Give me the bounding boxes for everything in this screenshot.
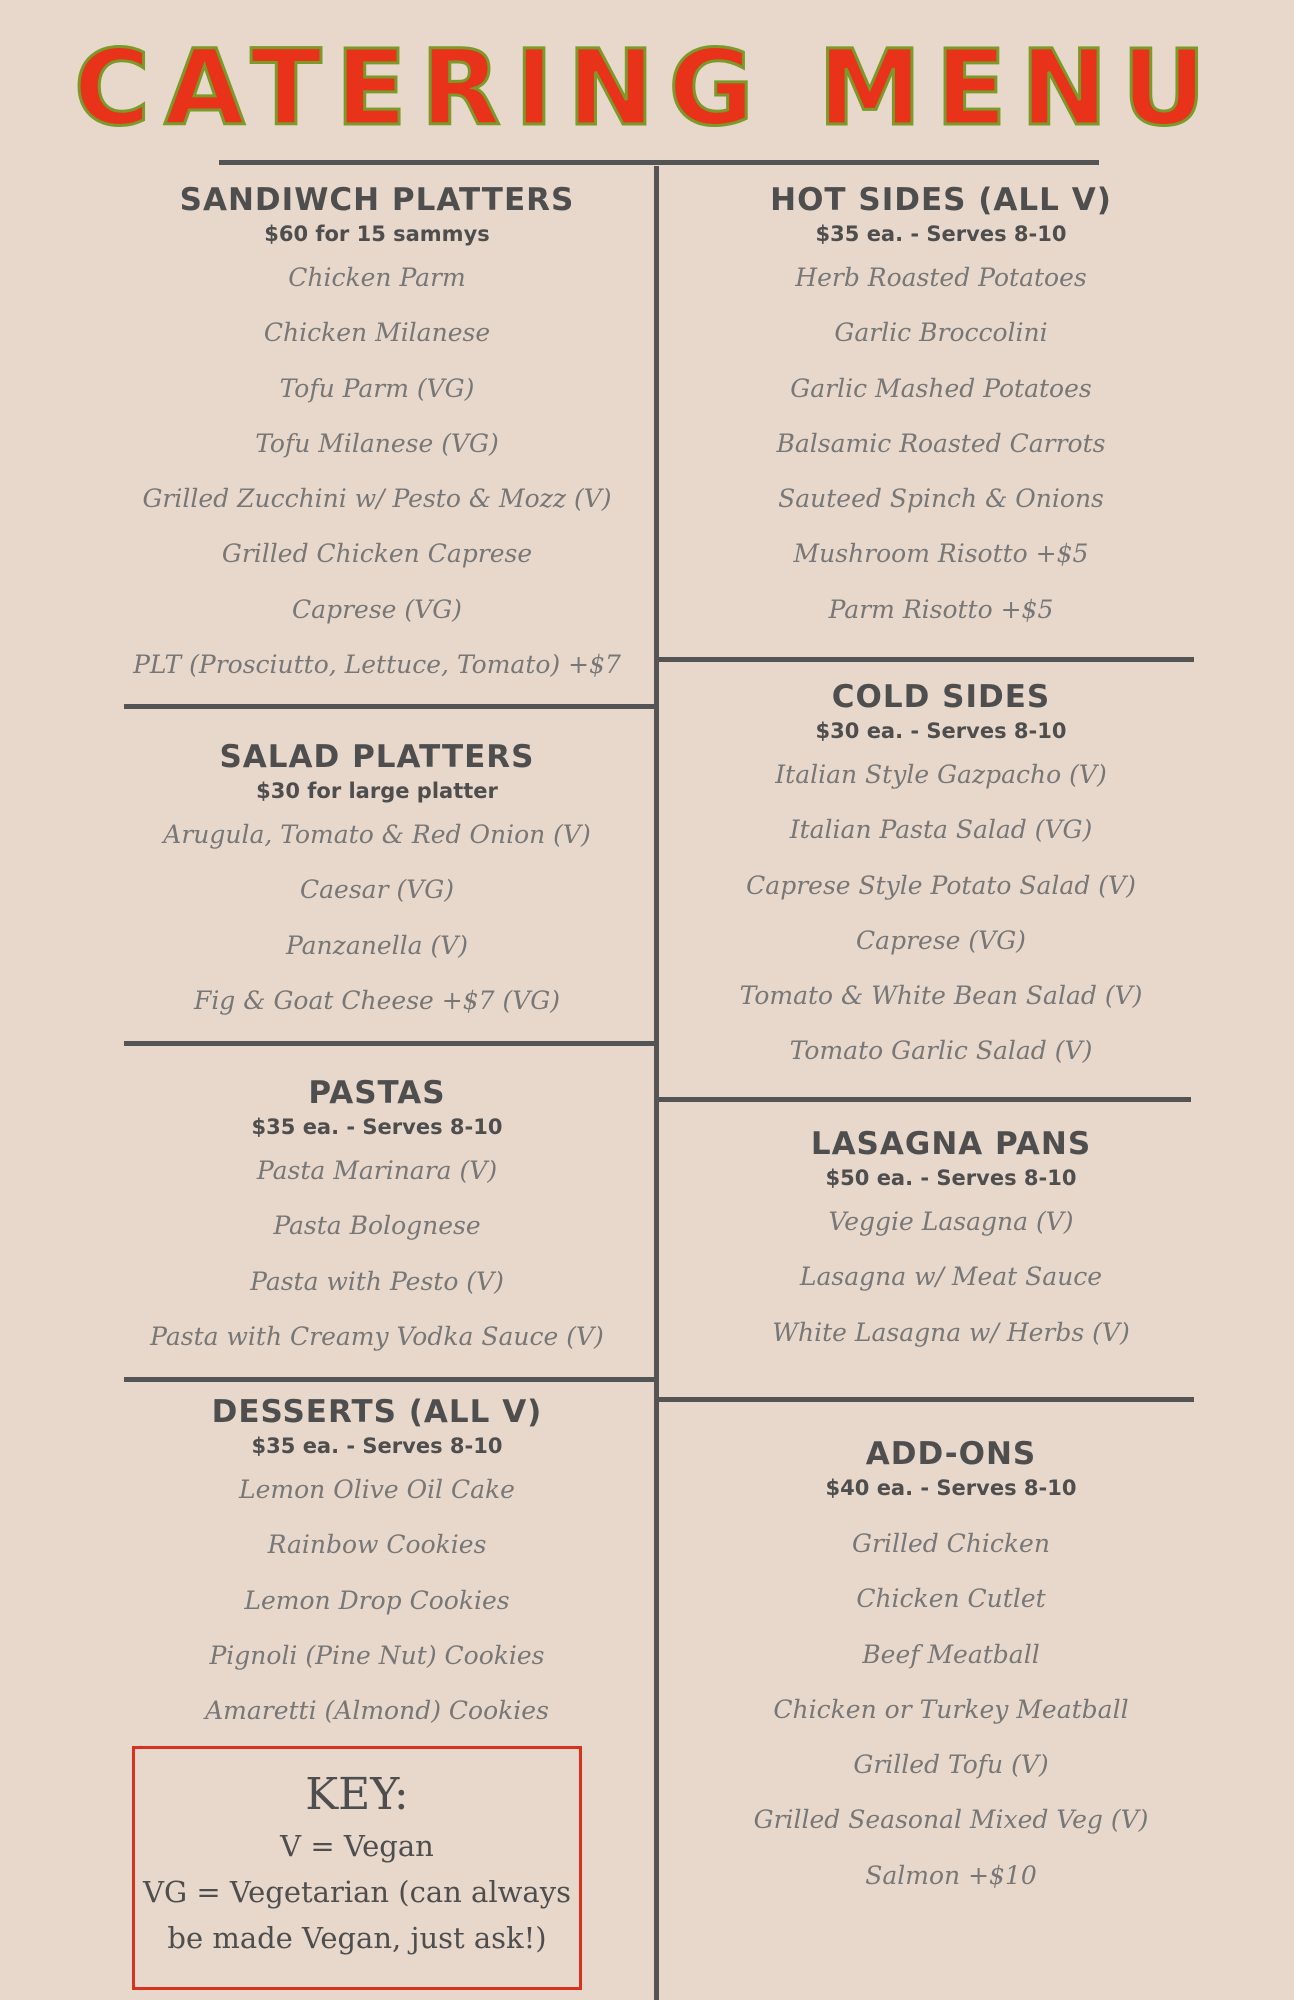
menu-item: Amaretti (Almond) Cookies bbox=[205, 1696, 549, 1726]
menu-item: Rainbow Cookies bbox=[267, 1530, 487, 1560]
menu-item: Chicken Cutlet bbox=[856, 1584, 1046, 1614]
menu-item: Garlic Mashed Potatoes bbox=[790, 373, 1092, 403]
key-vegetarian-line2: be made Vegan, just ask!) bbox=[167, 1921, 547, 1955]
section-heading: SALAD PLATTERS bbox=[219, 739, 535, 775]
menu-item: Veggie Lasagna (V) bbox=[828, 1207, 1074, 1236]
menu-item: Salmon +$10 bbox=[865, 1860, 1037, 1890]
menu-item: Panzanella (V) bbox=[285, 930, 469, 960]
menu-item: Italian Pasta Salad (VG) bbox=[789, 815, 1093, 845]
menu-item: Chicken Parm bbox=[288, 263, 466, 292]
section-heading: SANDIWCH PLATTERS bbox=[179, 182, 575, 218]
menu-item: Tomato & White Bean Salad (V) bbox=[739, 981, 1143, 1011]
menu-item: Italian Style Gazpacho (V) bbox=[775, 760, 1107, 789]
menu-item: Caesar (VG) bbox=[300, 875, 454, 905]
section-price: $35 ea. - Serves 8-10 bbox=[815, 222, 1067, 246]
divider-right-3 bbox=[656, 1397, 1194, 1402]
add-ons-section bbox=[698, 1434, 1204, 1903]
section-price: $30 for large platter bbox=[256, 779, 498, 803]
cold-sides-section bbox=[688, 677, 1194, 1079]
section-heading: HOT SIDES (ALL V) bbox=[770, 182, 1112, 218]
desserts-section bbox=[124, 1392, 630, 1738]
divider-right-2 bbox=[656, 1097, 1191, 1102]
menu-item: Lasagna w/ Meat Sauce bbox=[799, 1262, 1103, 1292]
hot-sides-section bbox=[688, 180, 1194, 637]
menu-item: Chicken or Turkey Meatball bbox=[773, 1694, 1129, 1724]
menu-item: Parm Risotto +$5 bbox=[828, 594, 1054, 624]
section-heading: PASTAS bbox=[308, 1075, 446, 1111]
menu-item: Caprese (VG) bbox=[292, 594, 462, 624]
menu-item: PLT (Prosciutto, Lettuce, Tomato) +$7 bbox=[133, 650, 621, 680]
menu-item: Chicken Milanese bbox=[263, 318, 491, 348]
menu-item: Herb Roasted Potatoes bbox=[795, 263, 1087, 292]
menu-item: Sauteed Spinch & Onions bbox=[778, 484, 1104, 514]
menu-item: Grilled Chicken Caprese bbox=[221, 539, 533, 569]
menu-item: Pasta with Creamy Vodka Sauce (V) bbox=[150, 1321, 604, 1351]
menu-item: Pasta with Pesto (V) bbox=[250, 1266, 504, 1296]
center-divider bbox=[654, 166, 659, 2000]
menu-item: Beef Meatball bbox=[862, 1639, 1040, 1669]
section-heading: COLD SIDES bbox=[831, 679, 1051, 715]
menu-item: Tofu Parm (VG) bbox=[279, 373, 475, 403]
menu-item: Grilled Tofu (V) bbox=[853, 1750, 1049, 1780]
menu-item: Arugula, Tomato & Red Onion (V) bbox=[163, 820, 591, 849]
section-heading: DESSERTS (ALL V) bbox=[211, 1394, 543, 1430]
lasagna-pans-section bbox=[698, 1124, 1204, 1360]
menu-item: Mushroom Risotto +$5 bbox=[793, 539, 1089, 569]
menu-item: Balsamic Roasted Carrots bbox=[776, 428, 1106, 458]
title-underline bbox=[219, 160, 1099, 165]
divider-left-1 bbox=[124, 704, 656, 709]
key-vegetarian-line1: VG = Vegetarian (can always bbox=[143, 1875, 571, 1909]
key-vegan: V = Vegan bbox=[280, 1829, 434, 1863]
menu-item: Pasta Bolognese bbox=[273, 1211, 481, 1241]
section-price: $35 ea. - Serves 8-10 bbox=[251, 1115, 503, 1139]
pastas-section bbox=[124, 1073, 630, 1364]
menu-item: Pasta Marinara (V) bbox=[256, 1156, 498, 1185]
page-title: CATERING MENU bbox=[73, 27, 1221, 149]
menu-item: Caprese Style Potato Salad (V) bbox=[746, 870, 1136, 900]
section-heading: ADD-ONS bbox=[865, 1436, 1037, 1472]
section-heading: LASAGNA PANS bbox=[810, 1126, 1092, 1162]
section-price: $30 ea. - Serves 8-10 bbox=[815, 719, 1067, 743]
menu-item: Tomato Garlic Salad (V) bbox=[789, 1036, 1093, 1066]
salad-platters-section bbox=[124, 737, 630, 1028]
divider-right-1 bbox=[656, 657, 1194, 662]
menu-item: Lemon Drop Cookies bbox=[244, 1585, 510, 1615]
menu-item: Tofu Milanese (VG) bbox=[255, 428, 499, 458]
legend-key-box bbox=[132, 1746, 582, 1990]
menu-item: Grilled Zucchini w/ Pesto & Mozz (V) bbox=[142, 484, 612, 514]
menu-item: Fig & Goat Cheese +$7 (VG) bbox=[193, 985, 561, 1015]
section-price: $50 ea. - Serves 8-10 bbox=[825, 1166, 1077, 1190]
menu-item: Grilled Chicken bbox=[852, 1529, 1050, 1558]
menu-item: White Lasagna w/ Herbs (V) bbox=[772, 1317, 1130, 1347]
menu-item: Grilled Seasonal Mixed Veg (V) bbox=[753, 1805, 1149, 1835]
menu-item: Lemon Olive Oil Cake bbox=[239, 1475, 515, 1504]
menu-item: Pignoli (Pine Nut) Cookies bbox=[209, 1640, 545, 1670]
menu-item: Caprese (VG) bbox=[856, 925, 1026, 955]
divider-left-2 bbox=[124, 1041, 656, 1046]
section-price: $35 ea. - Serves 8-10 bbox=[251, 1434, 503, 1458]
key-title: KEY: bbox=[305, 1769, 409, 1820]
section-price: $60 for 15 sammys bbox=[264, 222, 490, 246]
section-price: $40 ea. - Serves 8-10 bbox=[825, 1476, 1077, 1500]
sandwich-platters-section bbox=[124, 180, 630, 692]
menu-item: Garlic Broccolini bbox=[834, 318, 1048, 348]
divider-left-3 bbox=[124, 1377, 656, 1382]
